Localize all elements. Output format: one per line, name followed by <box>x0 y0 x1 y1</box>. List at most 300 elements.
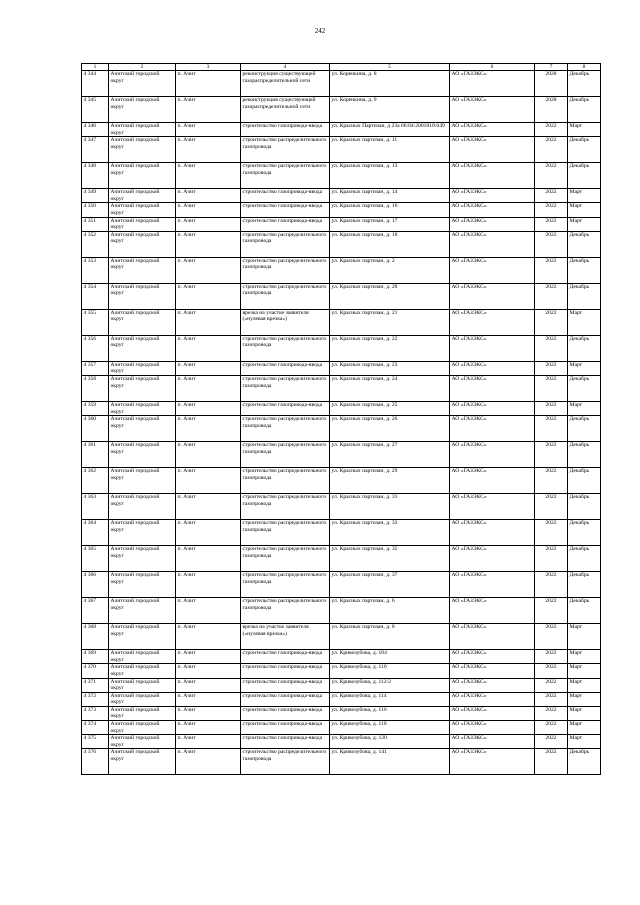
month-cell: Декабрь <box>568 598 601 624</box>
month-cell: Декабрь <box>568 416 601 442</box>
settlement-cell: п. Ачит <box>176 692 241 706</box>
year-cell: 2022 <box>535 231 568 257</box>
organization-cell: АО «ГАЗЭКС» <box>450 163 535 189</box>
district-cell: Ачитский городской округ <box>109 650 176 664</box>
year-cell: 2022 <box>535 203 568 217</box>
work-type-cell: строительство газопровода-ввода <box>241 203 330 217</box>
column-header: 1 <box>82 64 109 71</box>
month-cell: Декабрь <box>568 163 601 189</box>
row-number: 4 346 <box>82 123 109 137</box>
row-number: 4 355 <box>82 309 109 335</box>
settlement-cell: п. Ачит <box>176 442 241 468</box>
district-cell: Ачитский городской округ <box>109 442 176 468</box>
organization-cell: АО «ГАЗЭКС» <box>450 137 535 163</box>
organization-cell: АО «ГАЗЭКС» <box>450 217 535 231</box>
work-type-cell: строительство распределительного газопровода <box>241 137 330 163</box>
table-row <box>82 163 601 189</box>
address-cell: ул. Кривозубова, д. 120 <box>330 735 450 749</box>
table-row <box>82 520 601 546</box>
district-cell: Ачитский городской округ <box>109 664 176 678</box>
settlement-cell: п. Ачит <box>176 572 241 598</box>
work-type-cell: строительство распределительного газопровода <box>241 494 330 520</box>
table-row <box>82 257 601 283</box>
year-cell: 2028 <box>535 97 568 123</box>
row-number: 4 369 <box>82 650 109 664</box>
work-type-cell: строительство газопровода-ввода <box>241 735 330 749</box>
row-number: 4 347 <box>82 137 109 163</box>
month-cell: Март <box>568 735 601 749</box>
organization-cell: АО «ГАЗЭКС» <box>450 309 535 335</box>
work-type-cell: врезка на участке заявителя («нулевая врезка») <box>241 624 330 650</box>
district-cell: Ачитский городской округ <box>109 624 176 650</box>
row-number: 4 349 <box>82 189 109 203</box>
address-cell: ул. Кривозубова, д. 104 <box>330 650 450 664</box>
district-cell: Ачитский городской округ <box>109 735 176 749</box>
year-cell: 2022 <box>535 468 568 494</box>
address-cell: ул. Красных партизан, д. 27 <box>330 442 450 468</box>
table-row <box>82 735 601 749</box>
month-cell: Декабрь <box>568 520 601 546</box>
year-cell: 2022 <box>535 624 568 650</box>
district-cell: Ачитский городской округ <box>109 231 176 257</box>
organization-cell: АО «ГАЗЭКС» <box>450 335 535 361</box>
row-number: 4 351 <box>82 217 109 231</box>
column-header: 6 <box>450 64 535 71</box>
year-cell: 2022 <box>535 257 568 283</box>
address-cell: ул. Красных партизан, д. 18 <box>330 231 450 257</box>
address-cell: ул. Красных партизан, д. 26 <box>330 416 450 442</box>
month-cell: Декабрь <box>568 257 601 283</box>
district-cell: Ачитский городской округ <box>109 692 176 706</box>
address-cell: ул. Красных партизан, д. 33 <box>330 520 450 546</box>
month-cell: Март <box>568 692 601 706</box>
month-cell: Декабрь <box>568 442 601 468</box>
district-cell: Ачитский городской округ <box>109 749 176 775</box>
address-cell: ул. Красных партизан, д. 23 <box>330 361 450 375</box>
settlement-cell: п. Ачит <box>176 494 241 520</box>
district-cell: Ачитский городской округ <box>109 217 176 231</box>
table-row <box>82 309 601 335</box>
organization-cell: АО «ГАЗЭКС» <box>450 203 535 217</box>
row-number: 4 350 <box>82 203 109 217</box>
table-row <box>82 546 601 572</box>
settlement-cell: п. Ачит <box>176 335 241 361</box>
settlement-cell: п. Ачит <box>176 468 241 494</box>
address-cell: ул. Красных партизан, д. 13 <box>330 163 450 189</box>
address-cell: ул. Кривозубова, д. 118 <box>330 721 450 735</box>
organization-cell: АО «ГАЗЭКС» <box>450 598 535 624</box>
table-row <box>82 749 601 775</box>
year-cell: 2022 <box>535 163 568 189</box>
month-cell: Декабрь <box>568 137 601 163</box>
work-type-cell: строительство распределительного газопровода <box>241 749 330 775</box>
year-cell: 2022 <box>535 189 568 203</box>
settlement-cell: п. Ачит <box>176 650 241 664</box>
district-cell: Ачитский городской округ <box>109 520 176 546</box>
organization-cell: АО «ГАЗЭКС» <box>450 97 535 123</box>
address-cell: ул. Красных партизан, д. 8 <box>330 624 450 650</box>
year-cell: 2022 <box>535 598 568 624</box>
settlement-cell: п. Ачит <box>176 624 241 650</box>
row-number: 4 353 <box>82 257 109 283</box>
column-header: 8 <box>568 64 601 71</box>
organization-cell: АО «ГАЗЭКС» <box>450 361 535 375</box>
settlement-cell: п. Ачит <box>176 598 241 624</box>
organization-cell: АО «ГАЗЭКС» <box>450 189 535 203</box>
settlement-cell: п. Ачит <box>176 283 241 309</box>
address-cell: ул. Кривозубова, д. 114 <box>330 692 450 706</box>
month-cell: Декабрь <box>568 375 601 401</box>
work-type-cell: строительство распределительного газопровода <box>241 257 330 283</box>
month-cell: Декабрь <box>568 97 601 123</box>
table-body <box>82 71 601 775</box>
address-cell: ул. Кривозубова, д. 116 <box>330 706 450 720</box>
year-cell: 2022 <box>535 520 568 546</box>
address-cell: ул. Красных партизан, д. 11 <box>330 137 450 163</box>
year-cell: 2022 <box>535 664 568 678</box>
work-type-cell: строительство распределительного газопровода <box>241 283 330 309</box>
settlement-cell: п. Ачит <box>176 257 241 283</box>
organization-cell: АО «ГАЗЭКС» <box>450 572 535 598</box>
table-row <box>82 598 601 624</box>
column-header: 4 <box>241 64 330 71</box>
table-row <box>82 97 601 123</box>
table-row <box>82 361 601 375</box>
district-cell: Ачитский городской округ <box>109 678 176 692</box>
row-number: 4 359 <box>82 401 109 415</box>
district-cell: Ачитский городской округ <box>109 137 176 163</box>
address-cell: ул. Красных партизан, д. 37 <box>330 572 450 598</box>
table-row <box>82 71 601 97</box>
settlement-cell: п. Ачит <box>176 735 241 749</box>
district-cell: Ачитский городской округ <box>109 598 176 624</box>
month-cell: Март <box>568 678 601 692</box>
settlement-cell: п. Ачит <box>176 721 241 735</box>
year-cell: 2022 <box>535 735 568 749</box>
row-number: 4 375 <box>82 735 109 749</box>
row-number: 4 367 <box>82 598 109 624</box>
organization-cell: АО «ГАЗЭКС» <box>450 442 535 468</box>
row-number: 4 371 <box>82 678 109 692</box>
district-cell: Ачитский городской округ <box>109 706 176 720</box>
schedule-table <box>81 63 601 775</box>
month-cell: Март <box>568 650 601 664</box>
district-cell: Ачитский городской округ <box>109 572 176 598</box>
row-number: 4 374 <box>82 721 109 735</box>
settlement-cell: п. Ачит <box>176 361 241 375</box>
organization-cell: АО «ГАЗЭКС» <box>450 735 535 749</box>
month-cell: Декабрь <box>568 335 601 361</box>
table-row <box>82 123 601 137</box>
organization-cell: АО «ГАЗЭКС» <box>450 749 535 775</box>
year-cell: 2022 <box>535 375 568 401</box>
table-row <box>82 416 601 442</box>
row-number: 4 366 <box>82 572 109 598</box>
year-cell: 2022 <box>535 706 568 720</box>
work-type-cell: строительство распределительного газопровода <box>241 442 330 468</box>
row-number: 4 354 <box>82 283 109 309</box>
district-cell: Ачитский городской округ <box>109 257 176 283</box>
organization-cell: АО «ГАЗЭКС» <box>450 706 535 720</box>
organization-cell: АО «ГАЗЭКС» <box>450 401 535 415</box>
address-cell: ул. Красных партизан, д. 22 <box>330 335 450 361</box>
settlement-cell: п. Ачит <box>176 401 241 415</box>
month-cell: Март <box>568 664 601 678</box>
work-type-cell: строительство распределительного газопровода <box>241 468 330 494</box>
district-cell: Ачитский городской округ <box>109 283 176 309</box>
row-number: 4 344 <box>82 71 109 97</box>
row-number: 4 372 <box>82 692 109 706</box>
settlement-cell: п. Ачит <box>176 678 241 692</box>
table-row <box>82 678 601 692</box>
district-cell: Ачитский городской округ <box>109 721 176 735</box>
year-cell: 2022 <box>535 546 568 572</box>
organization-cell: АО «ГАЗЭКС» <box>450 123 535 137</box>
organization-cell: АО «ГАЗЭКС» <box>450 283 535 309</box>
work-type-cell: строительство распределительного газопровода <box>241 375 330 401</box>
table-row <box>82 335 601 361</box>
work-type-cell: строительство газопровода-ввода <box>241 650 330 664</box>
work-type-cell: строительство газопровода-ввода <box>241 123 330 137</box>
month-cell: Март <box>568 309 601 335</box>
address-cell: ул. Красных партизан, д. 21 <box>330 309 450 335</box>
settlement-cell: п. Ачит <box>176 664 241 678</box>
year-cell: 2022 <box>535 123 568 137</box>
address-cell: ул. Красных партизан, д. 31 <box>330 494 450 520</box>
month-cell: Декабрь <box>568 283 601 309</box>
district-cell: Ачитский городской округ <box>109 468 176 494</box>
table-header-row <box>82 64 601 71</box>
address-cell: ул. Красных партизан, д. 25 <box>330 401 450 415</box>
year-cell: 2022 <box>535 678 568 692</box>
work-type-cell: строительство газопровода-ввода <box>241 189 330 203</box>
settlement-cell: п. Ачит <box>176 231 241 257</box>
settlement-cell: п. Ачит <box>176 203 241 217</box>
year-cell: 2022 <box>535 361 568 375</box>
row-number: 4 352 <box>82 231 109 257</box>
table-row <box>82 706 601 720</box>
table-row <box>82 468 601 494</box>
district-cell: Ачитский городской округ <box>109 416 176 442</box>
work-type-cell: строительство газопровода-ввода <box>241 401 330 415</box>
year-cell: 2022 <box>535 442 568 468</box>
month-cell: Март <box>568 401 601 415</box>
settlement-cell: п. Ачит <box>176 217 241 231</box>
table-row <box>82 217 601 231</box>
address-cell: ул. Кривозубова, д. 112/2 <box>330 678 450 692</box>
column-header: 7 <box>535 64 568 71</box>
row-number: 4 361 <box>82 442 109 468</box>
year-cell: 2022 <box>535 309 568 335</box>
table-row <box>82 624 601 650</box>
year-cell: 2022 <box>535 217 568 231</box>
table-row <box>82 692 601 706</box>
settlement-cell: п. Ачит <box>176 706 241 720</box>
address-cell: ул. Коренкина, д. 9 <box>330 97 450 123</box>
address-cell: ул. Красных партизан, д. 24 <box>330 375 450 401</box>
district-cell: Ачитский городской округ <box>109 71 176 97</box>
address-cell: ул. Красных партизан, д. 17 <box>330 217 450 231</box>
year-cell: 2022 <box>535 494 568 520</box>
row-number: 4 357 <box>82 361 109 375</box>
row-number: 4 365 <box>82 546 109 572</box>
district-cell: Ачитский городской округ <box>109 375 176 401</box>
work-type-cell: реконструкция существующей газораспределительной сети <box>241 71 330 97</box>
settlement-cell: п. Ачит <box>176 749 241 775</box>
work-type-cell: строительство газопровода-ввода <box>241 692 330 706</box>
address-cell: ул. Красных Партизан, д 23а 66:04:2001010:649 <box>330 123 450 137</box>
month-cell: Декабрь <box>568 231 601 257</box>
settlement-cell: п. Ачит <box>176 375 241 401</box>
row-number: 4 368 <box>82 624 109 650</box>
work-type-cell: строительство распределительного газопровода <box>241 335 330 361</box>
settlement-cell: п. Ачит <box>176 309 241 335</box>
row-number: 4 360 <box>82 416 109 442</box>
address-cell: ул. Красных партизан, д. 20 <box>330 283 450 309</box>
row-number: 4 363 <box>82 494 109 520</box>
district-cell: Ачитский городской округ <box>109 163 176 189</box>
work-type-cell: строительство газопровода-ввода <box>241 217 330 231</box>
address-cell: ул. Кривозубова, д. 141 <box>330 749 450 775</box>
work-type-cell: строительство распределительного газопровода <box>241 546 330 572</box>
district-cell: Ачитский городской округ <box>109 203 176 217</box>
address-cell: ул. Красных партизан, д. 6 <box>330 598 450 624</box>
district-cell: Ачитский городской округ <box>109 361 176 375</box>
table-row <box>82 137 601 163</box>
table-row <box>82 572 601 598</box>
settlement-cell: п. Ачит <box>176 97 241 123</box>
work-type-cell: строительство газопровода-ввода <box>241 361 330 375</box>
table-row <box>82 401 601 415</box>
organization-cell: АО «ГАЗЭКС» <box>450 375 535 401</box>
row-number: 4 376 <box>82 749 109 775</box>
work-type-cell: строительство распределительного газопровода <box>241 163 330 189</box>
year-cell: 2022 <box>535 721 568 735</box>
table-row <box>82 283 601 309</box>
work-type-cell: врезка на участке заявителя («нулевая врезка») <box>241 309 330 335</box>
organization-cell: АО «ГАЗЭКС» <box>450 678 535 692</box>
table-row <box>82 494 601 520</box>
district-cell: Ачитский городской округ <box>109 401 176 415</box>
year-cell: 2022 <box>535 401 568 415</box>
district-cell: Ачитский городской округ <box>109 189 176 203</box>
settlement-cell: п. Ачит <box>176 163 241 189</box>
work-type-cell: строительство распределительного газопровода <box>241 231 330 257</box>
year-cell: 2022 <box>535 749 568 775</box>
work-type-cell: строительство газопровода-ввода <box>241 664 330 678</box>
work-type-cell: строительство распределительного газопровода <box>241 416 330 442</box>
work-type-cell: строительство распределительного газопровода <box>241 572 330 598</box>
table-row <box>82 189 601 203</box>
month-cell: Март <box>568 203 601 217</box>
work-type-cell: строительство распределительного газопровода <box>241 520 330 546</box>
year-cell: 2022 <box>535 572 568 598</box>
row-number: 4 370 <box>82 664 109 678</box>
organization-cell: АО «ГАЗЭКС» <box>450 664 535 678</box>
month-cell: Март <box>568 189 601 203</box>
district-cell: Ачитский городской округ <box>109 309 176 335</box>
district-cell: Ачитский городской округ <box>109 123 176 137</box>
settlement-cell: п. Ачит <box>176 416 241 442</box>
organization-cell: АО «ГАЗЭКС» <box>450 231 535 257</box>
row-number: 4 358 <box>82 375 109 401</box>
month-cell: Декабрь <box>568 494 601 520</box>
row-number: 4 364 <box>82 520 109 546</box>
row-number: 4 356 <box>82 335 109 361</box>
year-cell: 2022 <box>535 137 568 163</box>
row-number: 4 362 <box>82 468 109 494</box>
settlement-cell: п. Ачит <box>176 123 241 137</box>
table-row <box>82 721 601 735</box>
year-cell: 2028 <box>535 71 568 97</box>
organization-cell: АО «ГАЗЭКС» <box>450 468 535 494</box>
work-type-cell: реконструкция существующей газораспределительной сети <box>241 97 330 123</box>
work-type-cell: строительство распределительного газопровода <box>241 598 330 624</box>
settlement-cell: п. Ачит <box>176 71 241 97</box>
settlement-cell: п. Ачит <box>176 137 241 163</box>
organization-cell: АО «ГАЗЭКС» <box>450 692 535 706</box>
organization-cell: АО «ГАЗЭКС» <box>450 546 535 572</box>
district-cell: Ачитский городской округ <box>109 97 176 123</box>
district-cell: Ачитский городской округ <box>109 335 176 361</box>
table-row <box>82 650 601 664</box>
month-cell: Декабрь <box>568 572 601 598</box>
table-row <box>82 231 601 257</box>
table-row <box>82 442 601 468</box>
organization-cell: АО «ГАЗЭКС» <box>450 494 535 520</box>
settlement-cell: п. Ачит <box>176 546 241 572</box>
column-header: 2 <box>109 64 176 71</box>
address-cell: ул. Красных партизан, д. 14 <box>330 189 450 203</box>
work-type-cell: строительство газопровода-ввода <box>241 706 330 720</box>
organization-cell: АО «ГАЗЭКС» <box>450 650 535 664</box>
table-row <box>82 664 601 678</box>
address-cell: ул. Красных партизан, д. 35 <box>330 546 450 572</box>
address-cell: ул. Красных партизан, д. 29 <box>330 468 450 494</box>
year-cell: 2022 <box>535 650 568 664</box>
year-cell: 2022 <box>535 335 568 361</box>
organization-cell: АО «ГАЗЭКС» <box>450 416 535 442</box>
month-cell: Март <box>568 706 601 720</box>
work-type-cell: строительство газопровода-ввода <box>241 721 330 735</box>
table-row <box>82 375 601 401</box>
table-row <box>82 203 601 217</box>
month-cell: Декабрь <box>568 468 601 494</box>
district-cell: Ачитский городской округ <box>109 546 176 572</box>
organization-cell: АО «ГАЗЭКС» <box>450 71 535 97</box>
row-number: 4 345 <box>82 97 109 123</box>
district-cell: Ачитский городской округ <box>109 494 176 520</box>
month-cell: Декабрь <box>568 546 601 572</box>
settlement-cell: п. Ачит <box>176 189 241 203</box>
organization-cell: АО «ГАЗЭКС» <box>450 257 535 283</box>
address-cell: ул. Красных партизан, д. 16 <box>330 203 450 217</box>
address-cell: ул. Красных партизан, д. 2 <box>330 257 450 283</box>
month-cell: Март <box>568 624 601 650</box>
row-number: 4 348 <box>82 163 109 189</box>
page-number: 242 <box>314 27 326 35</box>
year-cell: 2022 <box>535 416 568 442</box>
month-cell: Декабрь <box>568 749 601 775</box>
organization-cell: АО «ГАЗЭКС» <box>450 721 535 735</box>
year-cell: 2022 <box>535 283 568 309</box>
work-type-cell: строительство газопровода-ввода <box>241 678 330 692</box>
month-cell: Март <box>568 361 601 375</box>
month-cell: Март <box>568 123 601 137</box>
organization-cell: АО «ГАЗЭКС» <box>450 520 535 546</box>
column-header: 3 <box>176 64 241 71</box>
address-cell: ул. Коренкина, д. 8 <box>330 71 450 97</box>
